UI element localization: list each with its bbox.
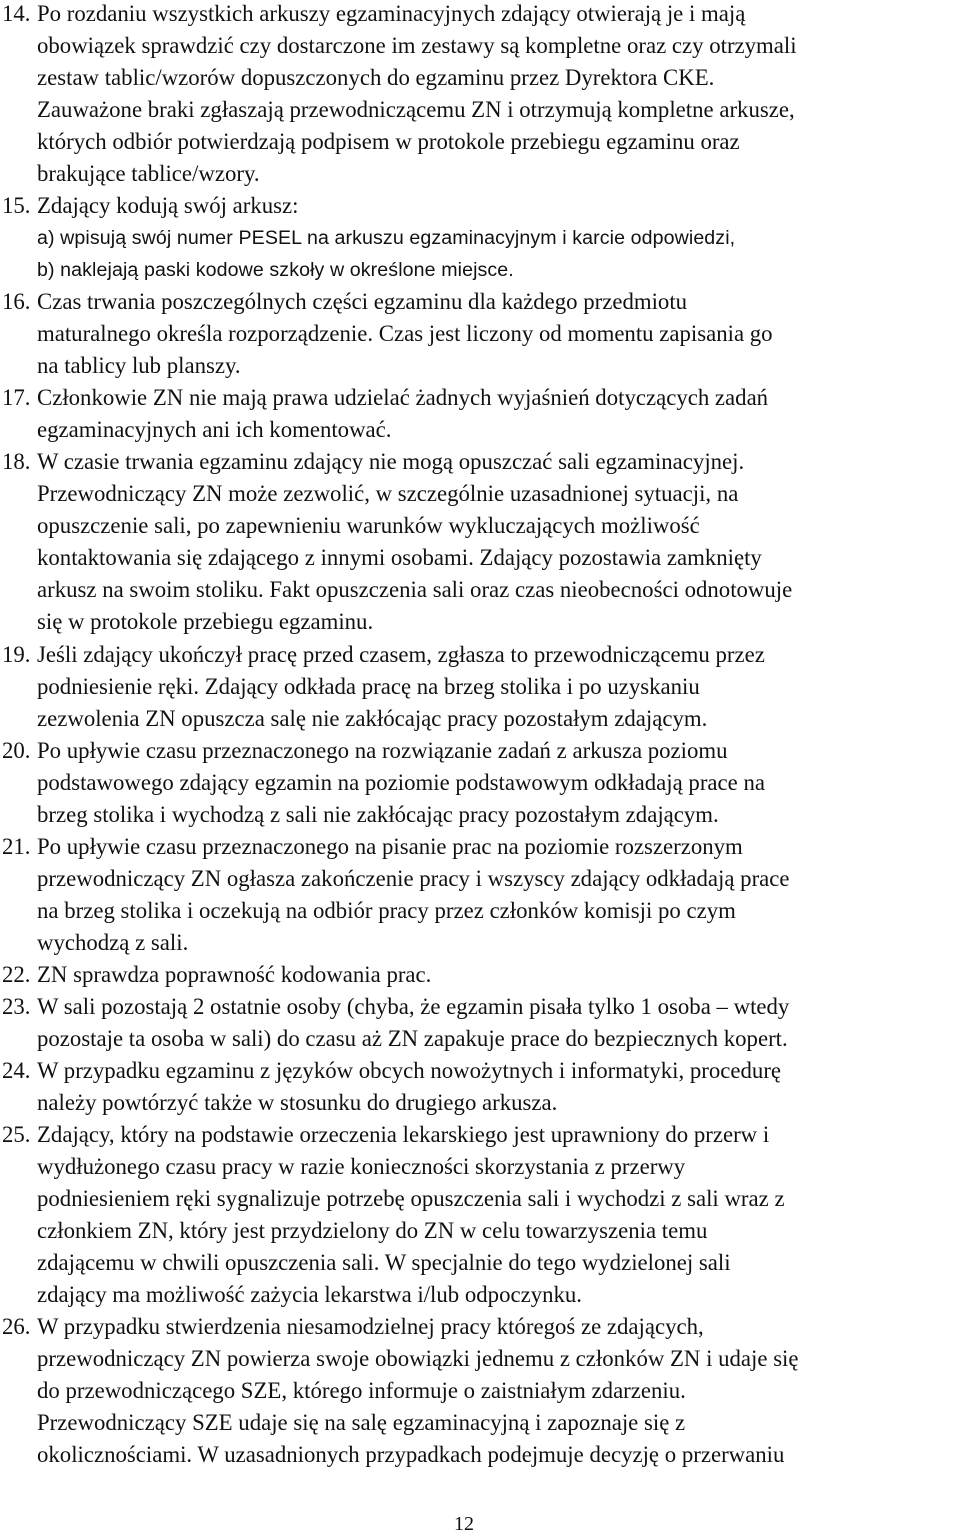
item-number: 25. bbox=[2, 1122, 31, 1147]
item-text-line: pozostaje ta osoba w sali) do czasu aż ZN zapakuje prace do bezpiecznych kopert. bbox=[37, 1026, 788, 1052]
item-text-line: egzaminacyjnych ani ich komentować. bbox=[37, 417, 392, 443]
item-text-line: Zauważone braki zgłaszają przewodniczącemu ZN i otrzymują kompletne arkusze, bbox=[37, 97, 795, 123]
item-text-line: maturalnego określa rozporządzenie. Czas jest liczony od momentu zapisania go bbox=[37, 321, 773, 347]
item-number: 26. bbox=[2, 1314, 31, 1339]
item-text-line: zdającemu w chwili opuszczenia sali. W specjalnie do tego wydzielonej sali bbox=[37, 1250, 731, 1276]
list-item-26 bbox=[2, 1311, 958, 1471]
item-number: 22. bbox=[2, 962, 31, 987]
list-item-16 bbox=[2, 286, 958, 382]
item-number: 18. bbox=[2, 449, 31, 474]
list-item-23 bbox=[2, 991, 958, 1055]
list-item-15 bbox=[2, 190, 958, 286]
item-text-line: zezwolenia ZN opuszcza salę nie zakłócając pracy pozostałym zdającym. bbox=[37, 706, 708, 732]
item-text-line: zdający ma możliwość zażycia lekarstwa i/lub odpoczynku. bbox=[37, 1282, 583, 1308]
item-text-line: Zdający, który na podstawie orzeczenia lekarskiego jest uprawniony do przerw i bbox=[37, 1122, 770, 1147]
item-text-line: do przewodniczącego SZE, którego informuje o zaistniałym zdarzeniu. bbox=[37, 1378, 686, 1404]
list-item-21 bbox=[2, 831, 958, 959]
item-text-line: Przewodniczący SZE udaje się na salę egzaminacyjną i zapoznaje się z bbox=[37, 1410, 686, 1436]
item-text-line: Po upływie czasu przeznaczonego na rozwiązanie zadań z arkusza poziomu bbox=[37, 738, 728, 763]
item-text-line: W czasie trwania egzaminu zdający nie mogą opuszczać sali egzaminacyjnej. bbox=[37, 449, 745, 474]
item-text-line: członkiem ZN, który jest przydzielony do ZN w celu towarzyszenia temu bbox=[37, 1218, 708, 1244]
item-text-line: wychodzą z sali. bbox=[37, 930, 189, 956]
item-text-line: okolicznościami. W uzasadnionych przypadkach podejmuje decyzję o przerwaniu bbox=[37, 1442, 785, 1468]
item-text-line: podstawowego zdający egzamin na poziomie podstawowym odkładają prace na bbox=[37, 770, 765, 796]
item-text-line: brzeg stolika i wychodzą z sali nie zakłócając pracy pozostałym zdającym. bbox=[37, 802, 719, 828]
item-number: 23. bbox=[2, 994, 31, 1019]
sub-item-line: b) naklejają paski kodowe szkoły w określone miejsce. bbox=[37, 259, 514, 282]
item-number: 15. bbox=[2, 193, 31, 218]
item-text-line: podniesienie ręki. Zdający odkłada pracę na brzeg stolika i po uzyskaniu bbox=[37, 674, 700, 700]
item-text-line: obowiązek sprawdzić czy dostarczone im zestawy są kompletne oraz czy otrzymali bbox=[37, 33, 797, 59]
list-item-17 bbox=[2, 382, 958, 446]
item-text-line: wydłużonego czasu pracy w razie konieczności skorzystania z przerwy bbox=[37, 1154, 686, 1180]
item-number: 19. bbox=[2, 642, 31, 667]
item-text-line: W sali pozostają 2 ostatnie osoby (chyba, że egzamin pisała tylko 1 osoba – wtedy bbox=[37, 994, 790, 1019]
item-number: 24. bbox=[2, 1058, 31, 1083]
sub-item-line: a) wpisują swój numer PESEL na arkuszu egzaminacyjnym i karcie odpowiedzi, bbox=[37, 227, 736, 250]
item-text-line: brakujące tablice/wzory. bbox=[37, 161, 260, 187]
item-text-line: na brzeg stolika i oczekują na odbiór pracy przez członków komisji po czym bbox=[37, 898, 736, 924]
item-text-line: opuszczenie sali, po zapewnieniu warunków wykluczających możliwość bbox=[37, 513, 700, 539]
list-item-14 bbox=[2, 0, 958, 191]
item-text-line: Zdający kodują swój arkusz: bbox=[37, 193, 299, 218]
item-number: 17. bbox=[2, 385, 31, 410]
page-number: 12 bbox=[454, 1513, 474, 1535]
list-item-18 bbox=[2, 446, 958, 639]
item-text-line: na tablicy lub planszy. bbox=[37, 353, 241, 379]
item-text-line: W przypadku egzaminu z języków obcych nowożytnych i informatyki, procedurę bbox=[37, 1058, 782, 1083]
item-number: 21. bbox=[2, 834, 31, 859]
item-number: 20. bbox=[2, 738, 31, 763]
item-text-line: Przewodniczący ZN może zezwolić, w szczególnie uzasadnionej sytuacji, na bbox=[37, 481, 739, 507]
item-text-line: przewodniczący ZN ogłasza zakończenie pracy i wszyscy zdający odkładają prace bbox=[37, 866, 790, 892]
item-text-line: kontaktowania się zdającego z innymi osobami. Zdający pozostawia zamknięty bbox=[37, 545, 762, 571]
item-text-line: W przypadku stwierdzenia niesamodzielnej pracy któregoś ze zdających, bbox=[37, 1314, 704, 1339]
list-item-24 bbox=[2, 1055, 958, 1119]
list-item-19 bbox=[2, 639, 958, 735]
item-text-line: ZN sprawdza poprawność kodowania prac. bbox=[37, 962, 432, 987]
item-text-line: Jeśli zdający ukończył pracę przed czasem, zgłasza to przewodniczącemu przez bbox=[37, 642, 765, 667]
list-item-25 bbox=[2, 1119, 958, 1312]
item-text-line: Czas trwania poszczególnych części egzaminu dla każdego przedmiotu bbox=[37, 289, 688, 314]
item-text-line: arkusz na swoim stoliku. Fakt opuszczenia sali oraz czas nieobecności odnotowuje bbox=[37, 577, 793, 603]
list-item-20 bbox=[2, 735, 958, 831]
item-text-line: podniesieniem ręki sygnalizuje potrzebę opuszczenia sali i wychodzi z sali wraz z bbox=[37, 1186, 785, 1212]
item-number: 14. bbox=[2, 1, 31, 26]
item-text-line: się w protokole przebiegu egzaminu. bbox=[37, 609, 374, 635]
item-text-line: których odbiór potwierdzają podpisem w protokole przebiegu egzaminu oraz bbox=[37, 129, 740, 155]
list-item-22 bbox=[2, 959, 958, 991]
item-text-line: Po upływie czasu przeznaczonego na pisanie prac na poziomie rozszerzonym bbox=[37, 834, 743, 859]
item-text-line: należy powtórzyć także w stosunku do drugiego arkusza. bbox=[37, 1090, 558, 1116]
item-number: 16. bbox=[2, 289, 31, 314]
item-text-line: Po rozdaniu wszystkich arkuszy egzaminacyjnych zdający otwierają je i mają bbox=[37, 1, 746, 26]
item-text-line: przewodniczący ZN powierza swoje obowiązki jednemu z członków ZN i udaje się bbox=[37, 1346, 799, 1372]
item-text-line: zestaw tablic/wzorów dopuszczonych do egzaminu przez Dyrektora CKE. bbox=[37, 65, 715, 91]
item-text-line: Członkowie ZN nie mają prawa udzielać żadnych wyjaśnień dotyczących zadań bbox=[37, 385, 769, 410]
